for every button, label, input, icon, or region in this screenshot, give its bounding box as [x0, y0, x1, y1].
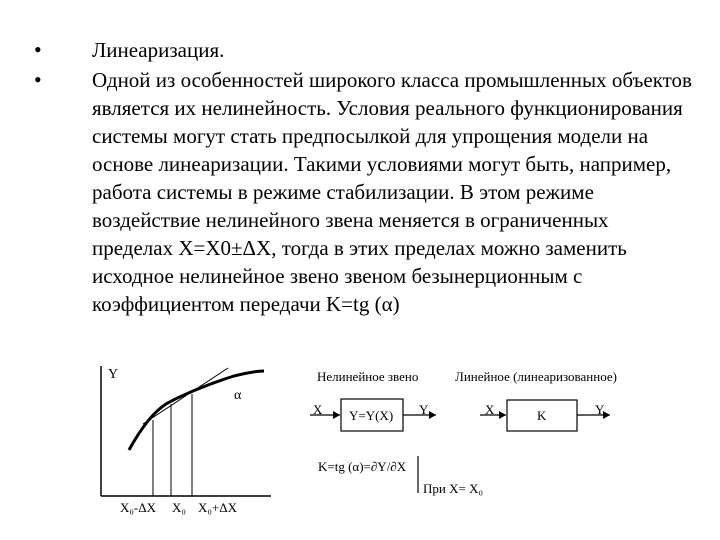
bullet-marker-2: • [34, 67, 42, 92]
formula-condition: При X= X₀ [423, 481, 483, 496]
x-tick-x0-minus-dx: X₀-ΔX [120, 500, 156, 515]
linear-block-function: K [537, 408, 547, 423]
graph-angle-label: α [234, 388, 242, 403]
x-tick-x0: X₀ [172, 500, 186, 515]
linear-block-output: Y [595, 402, 605, 417]
linear-block-input: X [485, 402, 495, 417]
tangent-line [143, 368, 228, 424]
bullet-text-1: Линеаризация. [92, 38, 225, 62]
graph-y-label: Y [108, 367, 119, 382]
nonlinear-block-output: Y [419, 402, 429, 417]
nonlinear-block-input: X [313, 402, 323, 417]
bullet-text-2: Одной из особенностей широкого класса промышленных объектов является их нелинейность. Условия реального функционирования системы могут стать предпосылкой для упрощения модели на основе линеаризации. Такими условиями могут быть, например, работа системы в режиме стабилизации. В этом режиме воздействие нелинейного звена меняется в ограниченных пределах X=X0±ΔX, тогда в этих пределах можно заменить исходное нелинейное звено звеном безынерционным с коэффициентом передачи K=tg (α) [92, 68, 692, 316]
nonlinear-block-function: Y=Y(X) [349, 408, 394, 423]
bullet-marker-1: • [34, 37, 42, 62]
nonlinear-block-title: Нелинейное звено [317, 369, 419, 384]
formula-text: K=tg (α)=∂Y/∂X [318, 459, 407, 474]
nonlinear-curve [129, 371, 264, 450]
x-tick-x0-plus-dx: X₀+ΔX [198, 500, 237, 515]
linear-block-title: Линейное (линеаризованное) [455, 369, 617, 384]
